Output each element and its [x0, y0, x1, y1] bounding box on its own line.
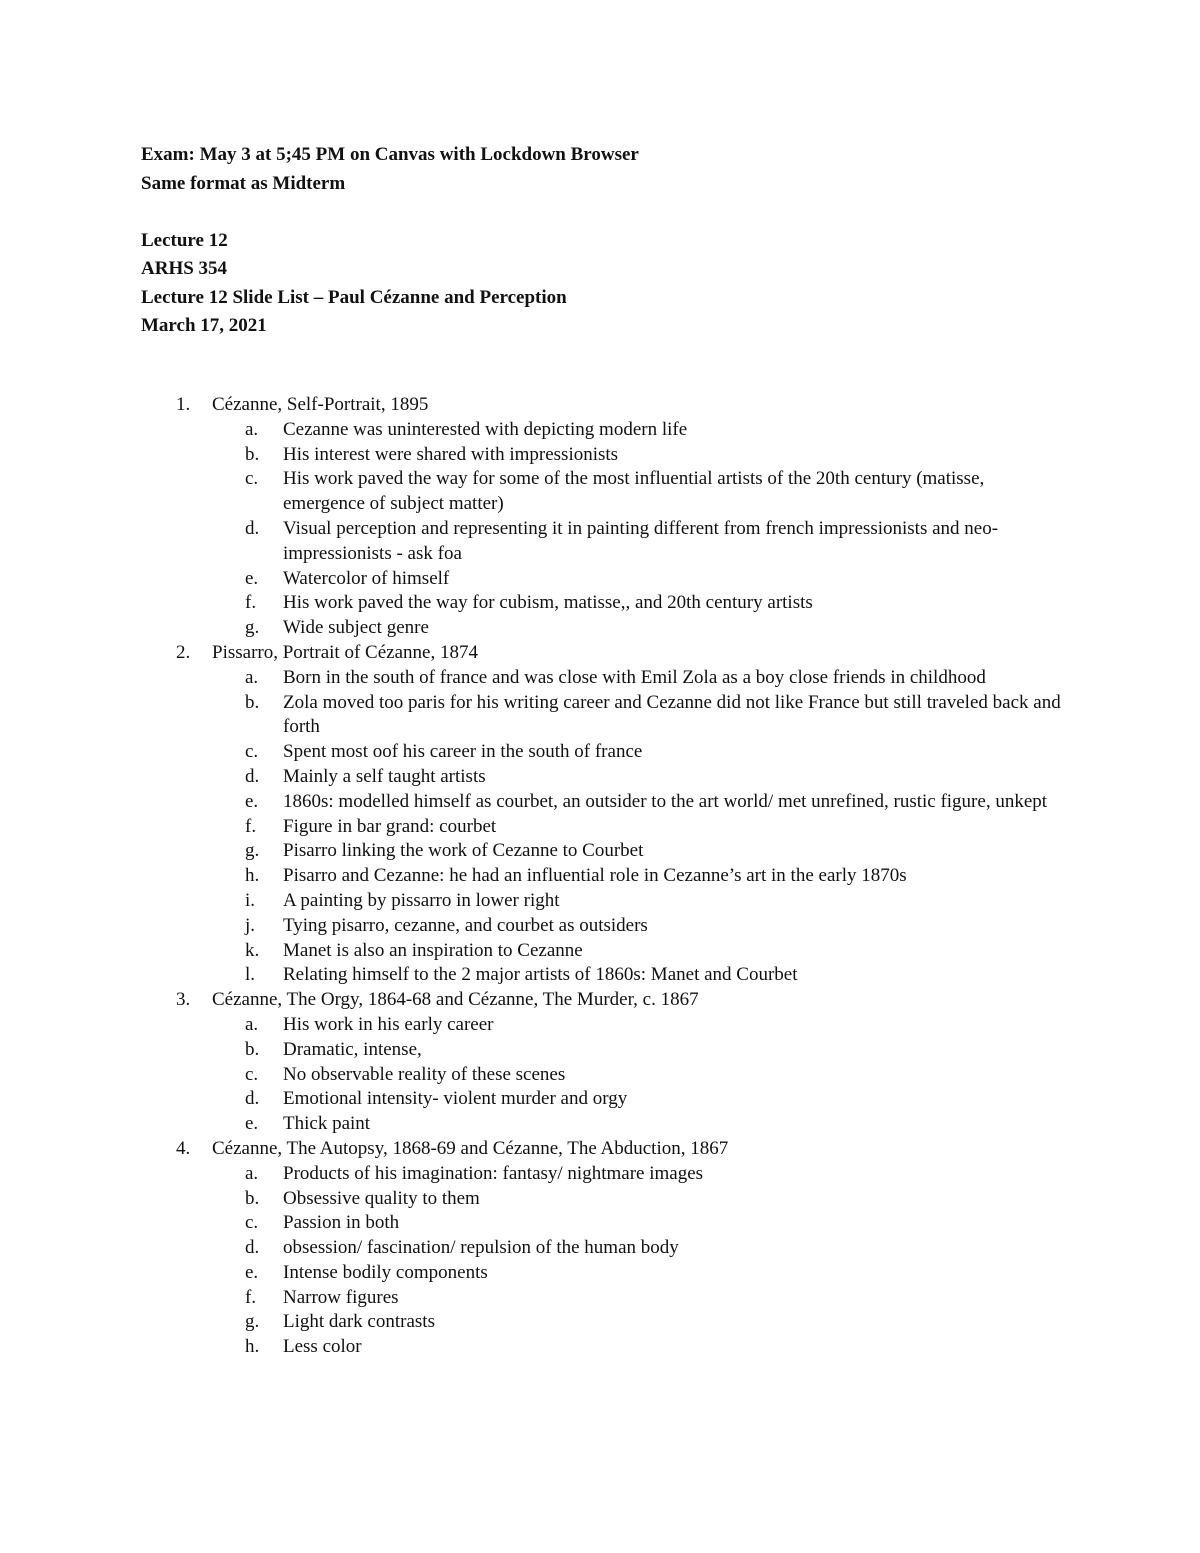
outline-item [0, 1137, 1200, 1162]
outline-subitem-text: Wide subject genre [283, 617, 429, 639]
list-number: 4. [176, 1137, 191, 1159]
outline-subitem-text: No observable reality of these scenes [283, 1063, 566, 1085]
outline-subitem [0, 567, 1200, 592]
outline-subitem-text: His work paved the way for some of the most influential artists of the 20th century (matisse, emergence of subject matter) [283, 468, 985, 515]
outline-subitem-text: Zola moved too paris for his writing career and Cezanne did not like France but still traveled back and forth [283, 691, 1061, 738]
list-letter: c. [245, 468, 259, 490]
list-letter: h. [245, 1336, 260, 1358]
outline-subitem [0, 1211, 1200, 1236]
outline-subitem-text: Pisarro and Cezanne: he had an influential role in Cezanne’s art in the early 1870s [283, 865, 907, 887]
outline-subitem-text: Dramatic, intense, [283, 1038, 422, 1060]
outline-item [0, 988, 1200, 1013]
list-letter: e. [245, 1261, 259, 1283]
outline-subitem [0, 1335, 1200, 1360]
outline-subitem-text: Mainly a self taught artists [283, 765, 486, 787]
list-letter: i. [245, 889, 256, 911]
outline-subitem-text: Less color [283, 1336, 362, 1358]
outline-subitem [0, 864, 1200, 889]
outline-subitem [0, 889, 1200, 914]
format-line: Same format as Midterm [141, 172, 346, 194]
outline-subitem-text: Passion in both [283, 1212, 400, 1234]
list-letter: b. [245, 691, 260, 713]
list-letter: g. [245, 840, 260, 862]
list-letter: h. [245, 865, 260, 887]
outline-subitem-text: Watercolor of himself [283, 567, 450, 589]
outline-subitem [0, 1112, 1200, 1137]
outline-subitem [0, 1261, 1200, 1286]
outline-subitem [0, 443, 1200, 468]
outline-subitem-text: Pisarro linking the work of Cezanne to Courbet [283, 840, 644, 862]
list-letter: f. [245, 592, 257, 614]
list-letter: b. [245, 1038, 260, 1060]
outline-subitem [0, 740, 1200, 765]
outline-subitem [0, 939, 1200, 964]
outline-subitem [0, 839, 1200, 864]
list-letter: a. [245, 1162, 259, 1184]
outline-item-text: Cézanne, Self-Portrait, 1895 [212, 394, 429, 415]
outline-subitem-text: Spent most oof his career in the south of france [283, 741, 643, 763]
outline-subitem-text: 1860s: modelled himself as courbet, an outsider to the art world/ met unrefined, rustic figure, unkept [283, 790, 1048, 812]
outline-subitem-text: Figure in bar grand: courbet [283, 815, 497, 837]
outline-subitem [0, 1187, 1200, 1212]
outline-item-text: Cézanne, The Autopsy, 1868-69 and Cézanne, The Abduction, 1867 [212, 1137, 729, 1159]
outline-subitem-text: Narrow figures [283, 1286, 399, 1308]
outline-subitem-text: Manet is also an inspiration to Cezanne [283, 939, 583, 961]
list-letter: d. [245, 1088, 260, 1110]
outline-subitem-text: Cezanne was uninterested with depicting modern life [283, 418, 688, 440]
outline-subitem [0, 790, 1200, 815]
list-letter: g. [245, 1311, 260, 1333]
list-letter: a. [245, 666, 259, 688]
list-letter: f. [245, 1286, 257, 1308]
outline-subitem [0, 815, 1200, 840]
outline-subitem-text: Thick paint [283, 1113, 371, 1135]
outline-subitem [0, 666, 1200, 691]
date-line: March 17, 2021 [141, 315, 267, 336]
outline-subitem [0, 691, 1200, 741]
outline-subitem [0, 914, 1200, 939]
outline-subitem [0, 616, 1200, 641]
outline-subitem-text: obsession/ fascination/ repulsion of the human body [283, 1237, 679, 1259]
outline-subitem [0, 1162, 1200, 1187]
list-number: 1. [176, 394, 191, 415]
outline-subitem [0, 517, 1200, 567]
outline-subitem [0, 1286, 1200, 1311]
list-number: 3. [176, 989, 191, 1011]
list-letter: f. [245, 815, 257, 837]
list-letter: c. [245, 1212, 259, 1234]
outline-subitem-text: Emotional intensity- violent murder and orgy [283, 1088, 628, 1110]
outline-subitem-text: Obsessive quality to them [283, 1187, 480, 1209]
outline-subitem-text: Intense bodily components [283, 1261, 488, 1283]
outline-subitem-text: Visual perception and representing it in painting different from french impressionists and neo-impressionists - ask foa [283, 517, 999, 564]
list-letter: k. [245, 939, 260, 961]
list-letter: j. [245, 914, 256, 936]
list-letter: g. [245, 617, 260, 639]
list-number: 2. [176, 641, 191, 663]
list-letter: b. [245, 443, 260, 465]
outline-subitem-text: Born in the south of france and was close with Emil Zola as a boy close friends in childhood [283, 666, 986, 688]
outline-subitem [0, 418, 1200, 443]
outline-subitem [0, 963, 1200, 988]
outline-subitem-text: Tying pisarro, cezanne, and courbet as outsiders [283, 914, 648, 936]
outline-subitem-text: Light dark contrasts [283, 1311, 435, 1333]
outline-subitem [0, 1063, 1200, 1088]
slide-outline [0, 393, 1200, 1360]
list-letter: b. [245, 1187, 260, 1209]
list-letter: d. [245, 517, 260, 539]
list-letter: d. [245, 1237, 260, 1259]
outline-subitem-text: Products of his imagination: fantasy/ nightmare images [283, 1162, 704, 1184]
list-letter: a. [245, 418, 259, 440]
outline-subitem [0, 1038, 1200, 1063]
outline-subitem-text: A painting by pissarro in lower right [283, 889, 560, 911]
lecture-line: Lecture 12 [141, 229, 228, 251]
outline-subitem-text: Relating himself to the 2 major artists of 1860s: Manet and Courbet [283, 964, 798, 986]
list-letter: d. [245, 765, 260, 787]
outline-subitem [0, 765, 1200, 790]
outline-subitem-text: His work paved the way for cubism, matisse,, and 20th century artists [283, 592, 813, 614]
outline-subitem [0, 1236, 1200, 1261]
outline-subitem-text: His work in his early career [283, 1013, 494, 1035]
document-header [141, 141, 1041, 341]
course-line: ARHS 354 [141, 258, 228, 279]
list-letter: e. [245, 567, 259, 589]
slide-list-title: Lecture 12 Slide List – Paul Cézanne and Perception [141, 286, 567, 308]
outline-subitem [0, 1013, 1200, 1038]
list-letter: e. [245, 1113, 259, 1135]
outline-item [0, 393, 1200, 418]
outline-subitem [0, 467, 1200, 517]
list-letter: a. [245, 1013, 259, 1035]
outline-subitem [0, 1087, 1200, 1112]
outline-subitem-text: His interest were shared with impressionists [283, 443, 619, 465]
outline-subitem [0, 1310, 1200, 1335]
outline-item-text: Pissarro, Portrait of Cézanne, 1874 [212, 641, 478, 663]
exam-line: Exam: May 3 at 5;45 PM on Canvas with Lockdown Browser [141, 144, 639, 165]
list-letter: c. [245, 1063, 259, 1085]
outline-item-text: Cézanne, The Orgy, 1864-68 and Cézanne, The Murder, c. 1867 [212, 989, 699, 1011]
list-letter: e. [245, 790, 259, 812]
list-letter: c. [245, 741, 259, 763]
outline-item [0, 641, 1200, 666]
outline-subitem [0, 591, 1200, 616]
list-letter: l. [245, 964, 256, 986]
